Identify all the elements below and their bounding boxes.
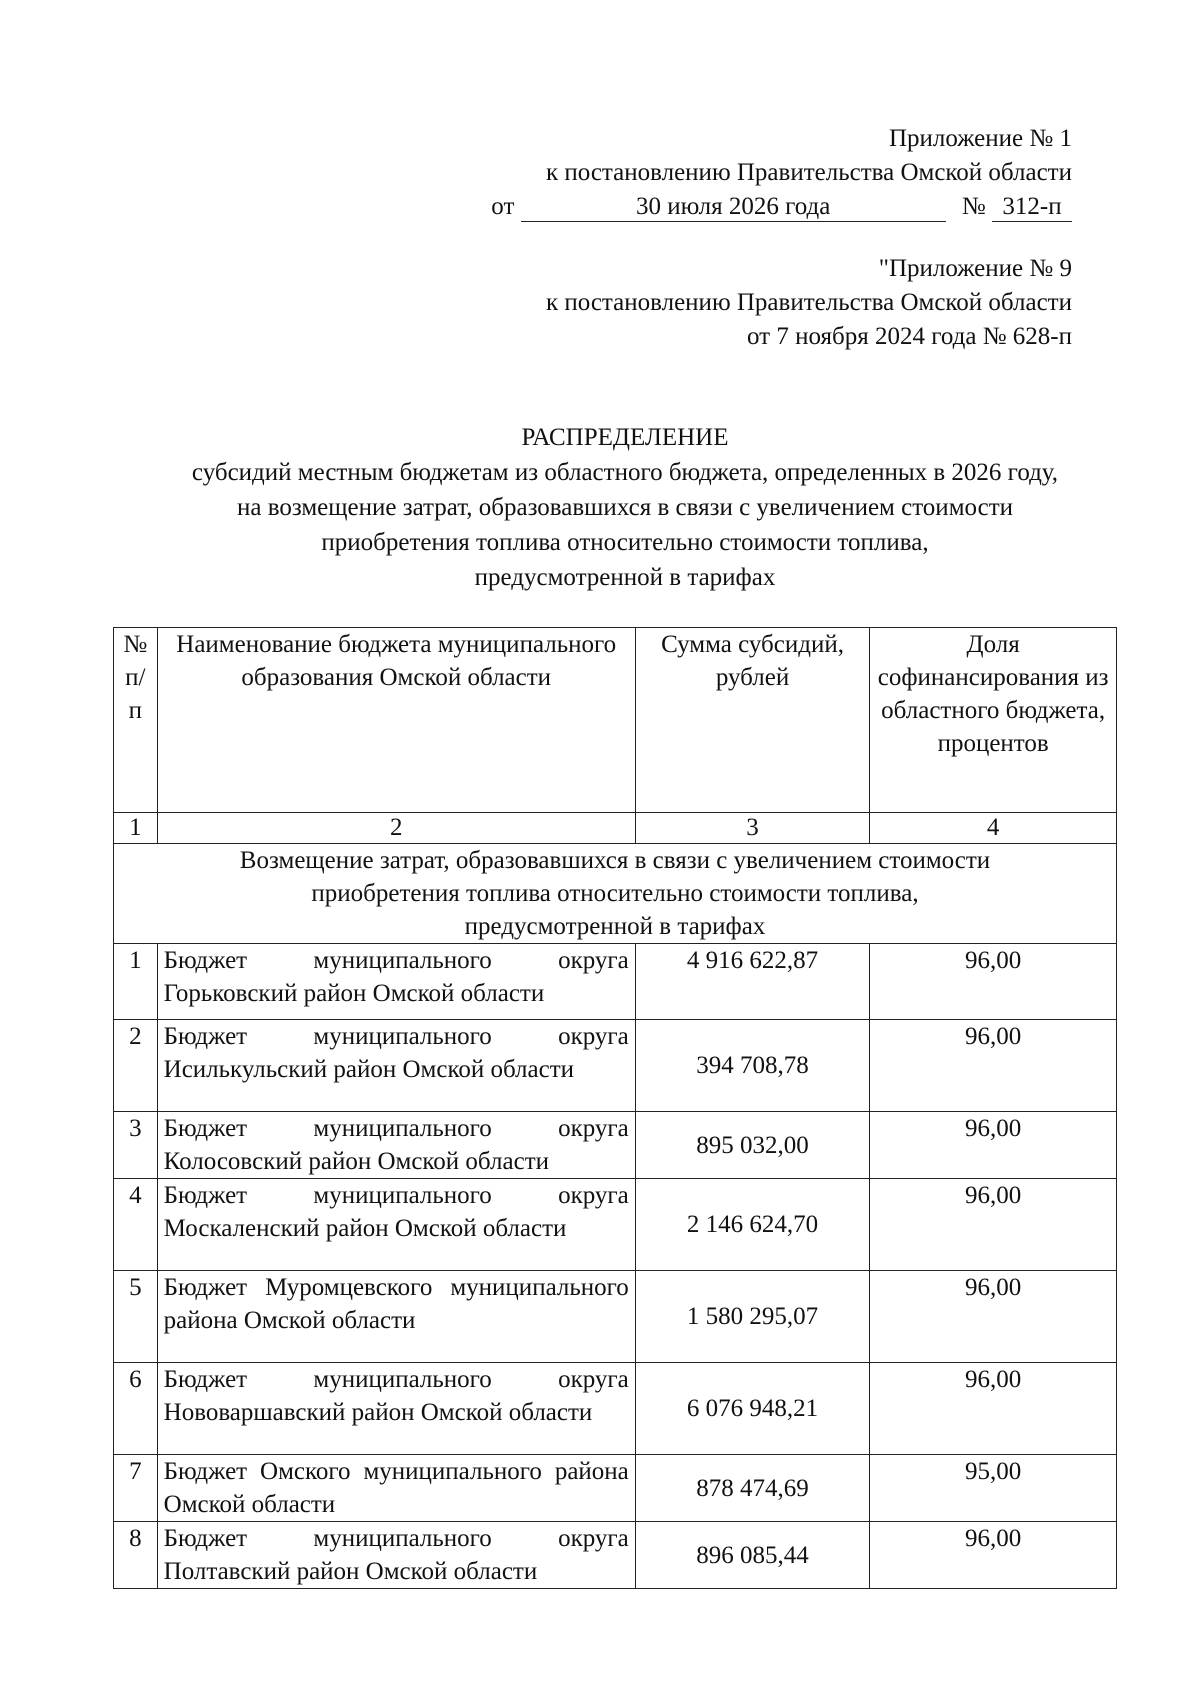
row-number: 4 <box>114 1179 158 1271</box>
title-line-1: субсидий местным бюджетам из областного бюджета, определенных в 2026 году, <box>191 459 1059 486</box>
title-line-3: приобретения топлива относительно стоимости топлива, <box>321 529 929 556</box>
row-number: 1 <box>114 944 158 1020</box>
table-row <box>114 1455 1117 1522</box>
budget-name: Бюджет муниципального округа Колосовский район Омской области <box>157 1112 635 1179</box>
appendix-1-block <box>491 122 1072 224</box>
section-line-3: предусмотренной в тарифах <box>464 913 766 940</box>
budget-name: Бюджет муниципального округа Москаленский район Омской области <box>157 1179 635 1271</box>
row-number: 6 <box>114 1363 158 1455</box>
table-row <box>114 1522 1117 1589</box>
document-title <box>110 420 1140 595</box>
table-row <box>114 1020 1117 1112</box>
subsidy-sum: 394 708,78 <box>635 1020 870 1112</box>
budget-name: Бюджет Муромцевского муниципального района Омской области <box>157 1271 635 1363</box>
budget-name: Бюджет муниципального округа Горьковский район Омской области <box>157 944 635 1020</box>
subsidy-sum: 896 085,44 <box>635 1522 870 1589</box>
row-number: 3 <box>114 1112 158 1179</box>
table-row <box>114 1112 1117 1179</box>
subsidy-sum: 895 032,00 <box>635 1112 870 1179</box>
table-row <box>114 1271 1117 1363</box>
row-number: 5 <box>114 1271 158 1363</box>
subsidy-sum: 878 474,69 <box>635 1455 870 1522</box>
section-line-2: приобретения топлива относительно стоимости топлива, <box>311 880 919 907</box>
cofinancing-share: 95,00 <box>870 1455 1117 1522</box>
section-line-1: Возмещение затрат, образовавшихся в связи с увеличением стоимости <box>239 847 991 874</box>
appendix-1-title: Приложение № 1 <box>888 125 1072 152</box>
title-heading: РАСПРЕДЕЛЕНИЕ <box>521 424 729 451</box>
cofinancing-share: 96,00 <box>870 944 1117 1020</box>
column-number-1: 1 <box>114 813 158 844</box>
section-row <box>114 844 1117 944</box>
cofinancing-share: 96,00 <box>870 1522 1117 1589</box>
budget-name: Бюджет муниципального округа Исилькульский район Омской области <box>157 1020 635 1112</box>
appendix-1-date-line <box>491 190 1072 224</box>
table-row <box>114 1179 1117 1271</box>
budget-name: Бюджет муниципального округа Нововаршавский район Омской области <box>157 1363 635 1455</box>
column-number-2: 2 <box>157 813 635 844</box>
budget-name: Бюджет муниципального округа Полтавский район Омской области <box>157 1522 635 1589</box>
column-number-3: 3 <box>635 813 870 844</box>
header-cofinancing-share: Доля софинансирования из областного бюджета, процентов <box>870 628 1117 813</box>
date-field: 30 июля 2026 года <box>521 193 946 222</box>
number-field: 312-п <box>992 193 1072 222</box>
budget-name: Бюджет Омского муниципального района Омской области <box>157 1455 635 1522</box>
cofinancing-share: 96,00 <box>870 1179 1117 1271</box>
appendix-9-title: "Приложение № 9 <box>878 255 1072 282</box>
appendix-9-date: от 7 ноября 2024 года № 628-п <box>747 323 1072 350</box>
table-row <box>114 1363 1117 1455</box>
header-number: № п/п <box>114 628 158 813</box>
cofinancing-share: 96,00 <box>870 1271 1117 1363</box>
distribution-table <box>113 627 1117 1589</box>
title-line-4: предусмотренной в тарифах <box>474 564 776 591</box>
cofinancing-share: 96,00 <box>870 1363 1117 1455</box>
title-line-2: на возмещение затрат, образовавшихся в связи с увеличением стоимости <box>236 494 1014 521</box>
header-budget-name: Наименование бюджета муниципального образования Омской области <box>157 628 635 813</box>
number-prefix: № <box>961 193 986 220</box>
section-title <box>114 844 1117 944</box>
subsidy-sum: 2 146 624,70 <box>635 1179 870 1271</box>
appendix-9-reference: к постановлению Правительства Омской области <box>545 289 1072 316</box>
table-header-row <box>114 628 1117 813</box>
column-number-row <box>114 813 1117 844</box>
cofinancing-share: 96,00 <box>870 1020 1117 1112</box>
row-number: 8 <box>114 1522 158 1589</box>
column-number-4: 4 <box>870 813 1117 844</box>
appendix-9-block <box>546 252 1072 354</box>
date-prefix: от <box>491 193 515 220</box>
subsidy-sum: 6 076 948,21 <box>635 1363 870 1455</box>
appendix-1-reference: к постановлению Правительства Омской области <box>545 159 1072 186</box>
header-subsidy-sum: Сумма субсидий, рублей <box>635 628 870 813</box>
row-number: 2 <box>114 1020 158 1112</box>
cofinancing-share: 96,00 <box>870 1112 1117 1179</box>
row-number: 7 <box>114 1455 158 1522</box>
table-row <box>114 944 1117 1020</box>
subsidy-sum: 4 916 622,87 <box>635 944 870 1020</box>
subsidy-sum: 1 580 295,07 <box>635 1271 870 1363</box>
